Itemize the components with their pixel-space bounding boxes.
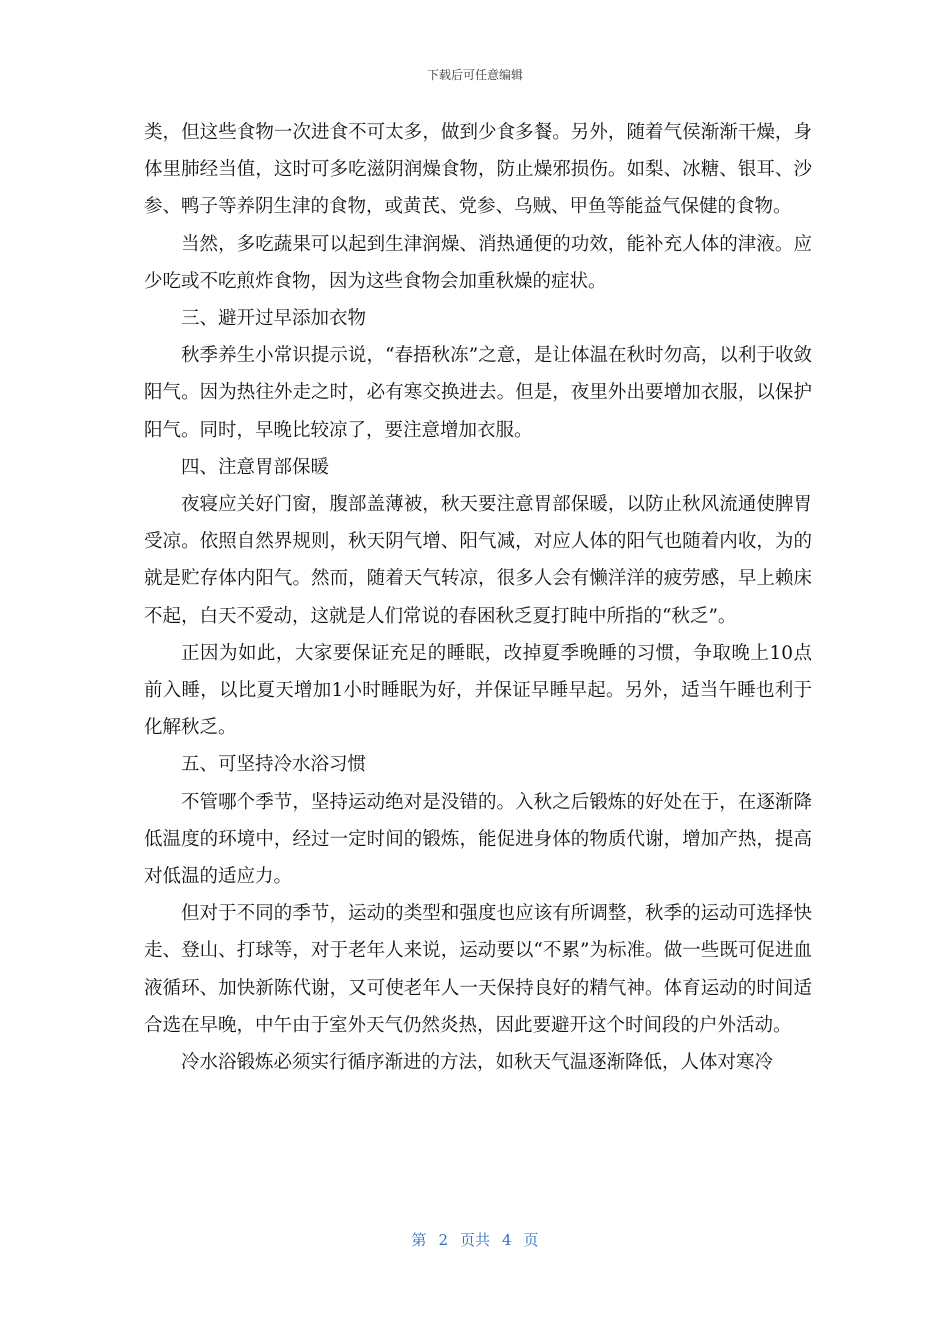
heading-section-4: 四、注意胃部保暖 bbox=[181, 456, 330, 478]
document-body bbox=[144, 114, 812, 1081]
heading-section-3: 三、避开过早添加衣物 bbox=[181, 308, 367, 330]
page-footer bbox=[0, 1229, 950, 1250]
footer-total-pages: 4 bbox=[502, 1231, 512, 1249]
paragraph-stomach-warmth: 夜寝应关好门窗，腹部盖薄被，秋天要注意胃部保暖，以防止秋风流通使脾胃受凉。依照自然界规则，秋天阴气增、阳气减，对应人体的阳气也随着内收，为的就是贮存体内阳气。然而，随着天气转凉，很多人会有懒洋洋的疲劳感，早上赖床不起，白天不爱动，这就是人们常说的春困秋乏夏打盹中所指的“秋乏”。 bbox=[144, 494, 812, 627]
paragraph-clothing: 秋季养生小常识提示说，“春捂秋冻”之意，是让体温在秋时勿高，以利于收敛阳气。因为热往外走之时，必有寒交换进去。但是，夜里外出要增加衣服，以保护阳气。同时，早晚比较凉了，要注意增加衣服。 bbox=[144, 345, 812, 441]
heading-section-5: 五、可坚持冷水浴习惯 bbox=[181, 754, 367, 776]
footer-page-number: 2 bbox=[438, 1231, 448, 1249]
paragraph-cold-bath: 冷水浴锻炼必须实行循序渐进的方法，如秋天气温逐渐降低，人体对寒冷 bbox=[181, 1052, 774, 1074]
footer-prefix: 第 bbox=[411, 1231, 427, 1249]
paragraph-exercise-types: 但对于不同的季节，运动的类型和强度也应该有所调整，秋季的运动可选择快走、登山、打球等，对于老年人来说，运动要以“不累”为标准。做一些既可促进血液循环、加快新陈代谢，又可使老年人一天保持良好的精气神。体育运动的时间适合选在早晚，中午由于室外天气仍然炎热，因此要避开这个时间段的户外活动。 bbox=[144, 903, 812, 1036]
paragraph-food-continuation: 类，但这些食物一次进食不可太多，做到少食多餐。另外，随着气侯渐渐干燥，身体里肺经当值，这时可多吃滋阴润燥食物，防止燥邪损伤。如梨、冰糖、银耳、沙参、鸭子等养阴生津的食物，或黄芪、党参、乌贼、甲鱼等能益气保健的食物。 bbox=[144, 122, 812, 218]
paragraph-sleep: 正因为如此，大家要保证充足的睡眠，改掉夏季晚睡的习惯，争取晚上10点前入睡，以比夏天增加1小时睡眠为好，并保证早睡早起。另外，适当午睡也利于化解秋乏。 bbox=[144, 642, 812, 739]
paragraph-vegetables: 当然，多吃蔬果可以起到生津润燥、消热通便的功效，能补充人体的津液。应少吃或不吃煎炸食物，因为这些食物会加重秋燥的症状。 bbox=[144, 233, 812, 292]
footer-middle: 页共 bbox=[459, 1231, 490, 1249]
page-header: 下载后可任意编辑 bbox=[426, 68, 523, 82]
paragraph-exercise: 不管哪个季节，坚持运动绝对是没错的。入秋之后锻炼的好处在于，在逐渐降低温度的环境中，经过一定时间的锻炼，能促进身体的物质代谢，增加产热，提高对低温的适应力。 bbox=[144, 791, 812, 888]
footer-suffix: 页 bbox=[523, 1231, 539, 1249]
